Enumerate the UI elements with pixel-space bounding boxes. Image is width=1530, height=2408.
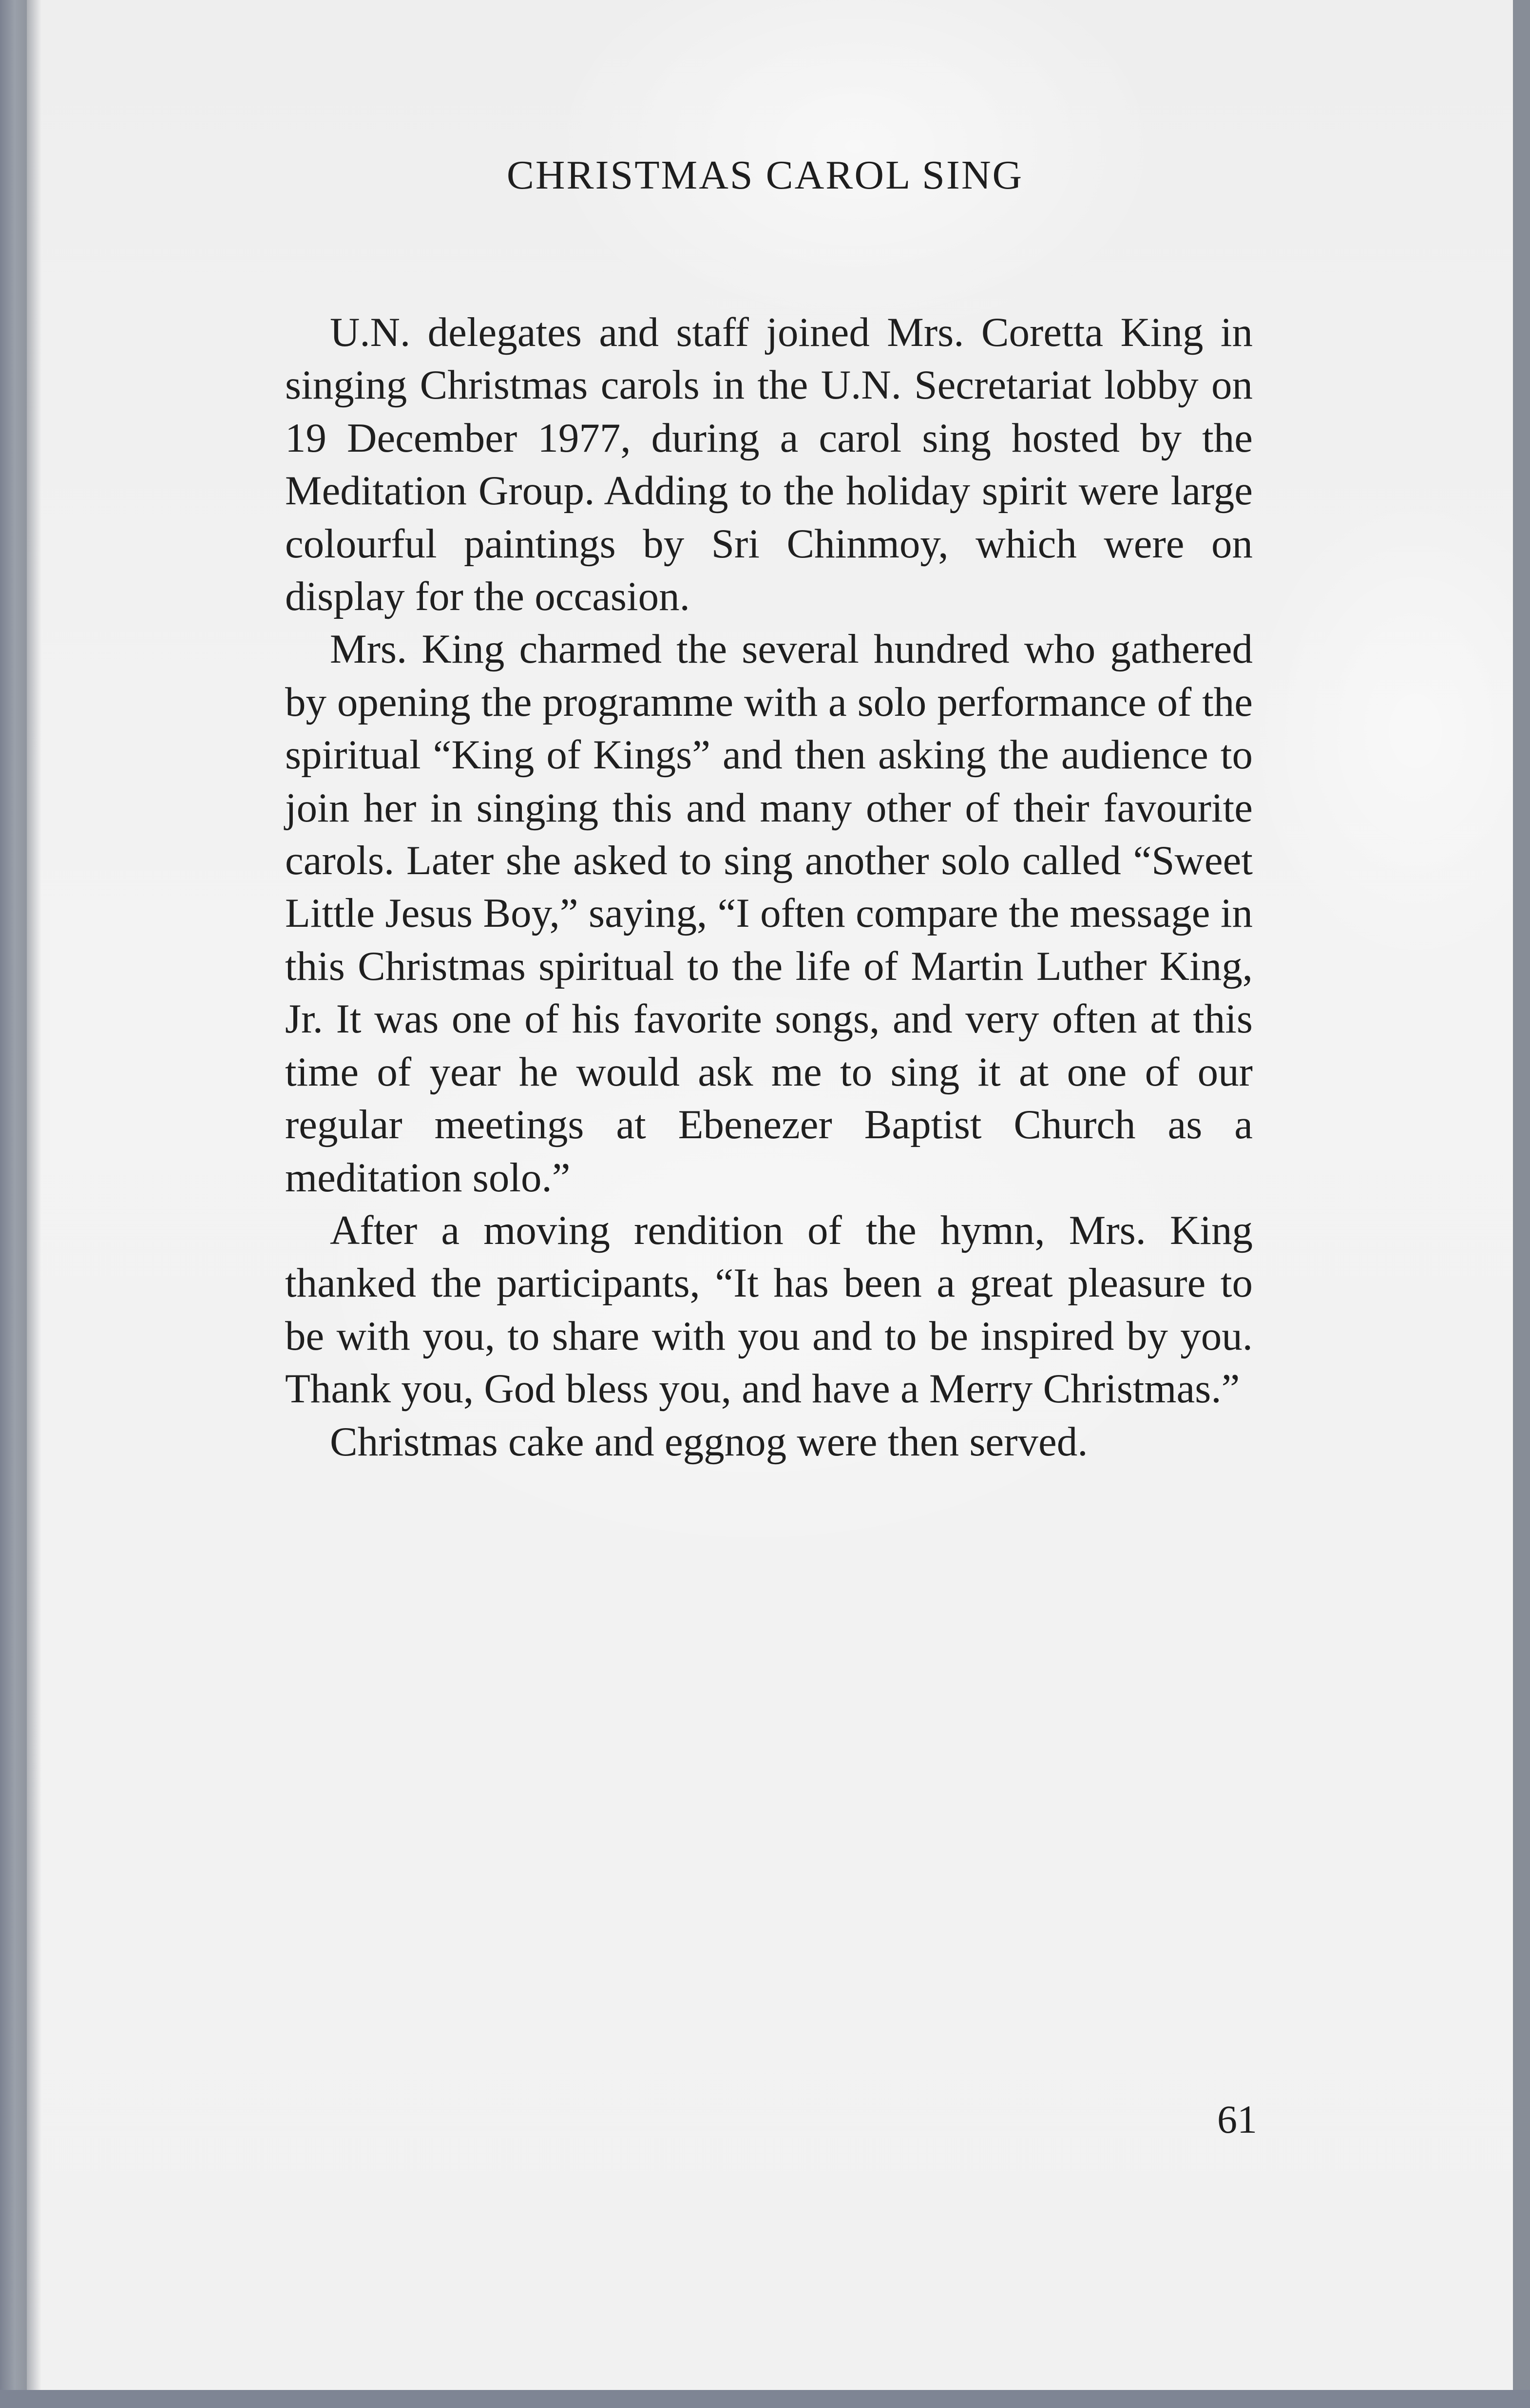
paragraph-1: U.N. delegates and staff joined Mrs. Coretta King in singing Christmas carols in the U.N. Secretariat lobby on 19 December 1977, during a carol sing hosted by the Meditation Group. Adding to the holiday spirit were large colourful paintings by Sri Chinmoy, which were on display for the occasion. [285,309,1253,620]
paragraph-2: Mrs. King charmed the several hundred who gathered by opening the programme with a solo performance of the spiritual “King of Kings” and then asking the audience to join her in singing this and many other of their favourite carols. Later she asked to sing another solo called “Sweet Little Jesus Boy,” saying, “I often compare the message in this Christmas spiritual to the life of Martin Luther King, Jr. It was one of his favorite songs, and very often at this time of year he would ask me to sing it at one of our regular meetings at Ebenezer Baptist Church as a meditation solo.” [285,626,1253,1201]
article-body [285,306,1253,1468]
page-number: 61 [1217,2097,1257,2141]
scan-border-right [1513,0,1530,2408]
paragraph-4: Christmas cake and eggnog were then served. [330,1418,1088,1465]
page-edge-shadow [27,0,41,2390]
page-title: CHRISTMAS CAROL SING [506,153,1024,198]
scan-border-bottom [0,2390,1530,2408]
paragraph-3: After a moving rendition of the hymn, Mrs. King thanked the participants, “It has been a great pleasure to be with you, to share with you and to be inspired by you. Thank you, God bless you, and have a Merry Christmas.” [285,1207,1253,1412]
